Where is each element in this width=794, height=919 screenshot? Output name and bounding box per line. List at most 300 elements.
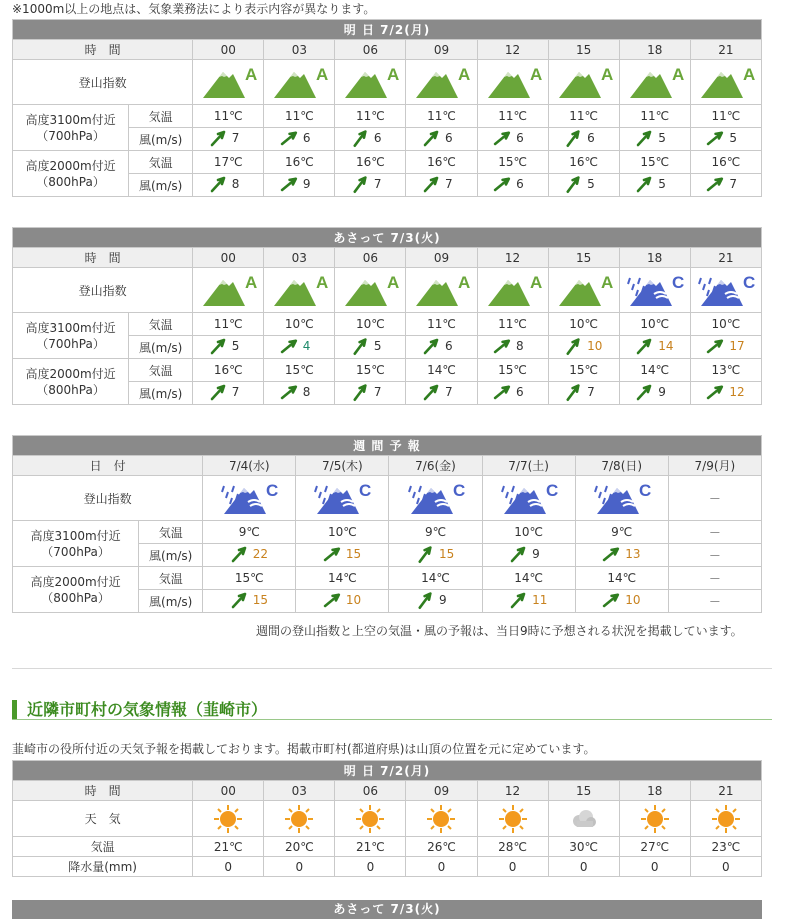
weather-row	[13, 801, 762, 837]
temp-label: 気温	[129, 151, 193, 174]
climbing-index-c-icon	[222, 480, 279, 516]
temp-label: 気温	[129, 359, 193, 382]
time-cell: 06	[335, 248, 406, 268]
climbing-index-a-icon	[201, 64, 258, 100]
time-label: 時 間	[13, 781, 193, 801]
time-cell: 18	[619, 40, 690, 60]
svg-text:C: C	[638, 481, 651, 500]
wind-cell	[477, 382, 548, 405]
climbing-index-c-icon	[628, 272, 682, 308]
wind-speed-value: 9	[532, 546, 540, 561]
table-header: 明 日 7/2(月)	[13, 761, 762, 781]
svg-text:A: A	[316, 65, 329, 84]
wind-speed-value: 6	[516, 176, 524, 191]
wind-cell	[193, 382, 264, 405]
time-cell: 21	[690, 781, 761, 801]
wind-speed-value: 7	[231, 130, 240, 145]
climbing-index-cell	[477, 268, 548, 313]
temp-cell: 10℃	[335, 313, 406, 336]
wind-cell	[482, 544, 575, 567]
wind-speed-value: 17	[729, 338, 745, 353]
temp-cell: 14℃	[296, 567, 389, 590]
table-header: あさって 7/3(火)	[13, 228, 762, 248]
climbing-index-a-icon	[201, 272, 258, 308]
wind-speed-value: 5	[231, 338, 240, 353]
svg-text:C: C	[266, 481, 279, 500]
wind-cell	[619, 128, 690, 151]
wind-direction-icon	[635, 129, 655, 147]
temp-cell: 21℃	[335, 837, 406, 857]
climbing-index-c-icon	[595, 480, 649, 516]
weather-cell	[619, 801, 690, 837]
time-cell: 15	[548, 248, 619, 268]
temp-label: 気温	[139, 567, 203, 590]
wind-direction-icon	[209, 337, 229, 355]
time-cell: 21	[690, 40, 761, 60]
temp-cell: 9℃	[389, 521, 482, 544]
weather-cell	[193, 801, 264, 837]
wind-direction-icon	[416, 591, 436, 609]
climbing-index-cell	[335, 60, 406, 105]
time-row	[13, 40, 762, 60]
svg-text:C: C	[671, 273, 684, 292]
climbing-index-c-icon	[409, 480, 463, 516]
wind-cell	[389, 544, 482, 567]
altitude-2000-label: 高度2000m付近 （800hPa）	[13, 151, 129, 197]
wind-direction-icon	[564, 129, 584, 147]
climbing-index-cell	[335, 268, 406, 313]
time-cell: 7/5(木)	[296, 456, 389, 476]
time-label: 時 間	[13, 40, 193, 60]
wind-label: 風(m/s)	[139, 544, 203, 567]
temp-cell: 10℃	[619, 313, 690, 336]
climbing-index-c-icon	[315, 480, 372, 516]
temp-cell: 21℃	[193, 837, 264, 857]
svg-text:A: A	[458, 273, 471, 292]
temp-cell: 16℃	[406, 151, 477, 174]
temp-cell: 17℃	[193, 151, 264, 174]
climbing-index-a-icon	[343, 64, 400, 100]
wind-cell	[619, 382, 690, 405]
wind-direction-icon	[564, 383, 584, 401]
temp-cell: 15℃	[203, 567, 296, 590]
precip-cell: 0	[477, 857, 548, 877]
climbing-index-cell	[389, 476, 482, 521]
wind-direction-icon	[509, 591, 529, 609]
temp-cell: 14℃	[389, 567, 482, 590]
temp-cell: 10℃	[482, 521, 575, 544]
time-cell: 18	[619, 248, 690, 268]
wind-cell	[335, 336, 406, 359]
date-label: 日 付	[13, 456, 203, 476]
wind-cell	[193, 128, 264, 151]
precip-row	[13, 857, 762, 877]
wind-speed-value: 15	[439, 546, 455, 561]
wind-cell	[548, 336, 619, 359]
section-title: 近隣市町村の気象情報（韮崎市）	[12, 700, 267, 720]
wind-label: 風(m/s)	[129, 128, 193, 151]
weather-label: 天 気	[13, 801, 193, 837]
climbing-index-a-icon	[557, 64, 611, 100]
section-description: 韮崎市の役所付近の天気予報を掲載しております。掲載市町村(都道府県)は山頂の位置を元に定めています。	[12, 742, 596, 756]
climbing-index-cell	[477, 60, 548, 105]
date-row	[13, 456, 762, 476]
altitude-2000-label: 高度2000m付近 （800hPa）	[13, 359, 129, 405]
wind-direction-icon	[323, 591, 343, 609]
sunny-icon	[711, 804, 741, 834]
wind-direction-icon	[422, 129, 442, 147]
svg-text:A: A	[600, 273, 613, 292]
time-cell: 7/9(月)	[668, 456, 761, 476]
wind-cell	[389, 590, 482, 613]
climbing-index-cell	[482, 476, 575, 521]
wind-cell: －	[668, 590, 761, 613]
wind-cell	[575, 590, 668, 613]
wind-cell	[548, 128, 619, 151]
wind-direction-icon	[230, 545, 250, 563]
dayafter-forecast-table	[12, 227, 762, 405]
wind-direction-icon	[209, 383, 229, 401]
time-cell: 12	[477, 248, 548, 268]
wind-speed-value: 6	[516, 130, 524, 145]
time-cell: 21	[690, 248, 761, 268]
climbing-index-label: 登山指数	[13, 268, 193, 313]
wind-speed-value: 11	[532, 592, 548, 607]
climbing-index-cell	[406, 60, 477, 105]
wind-label: 風(m/s)	[139, 590, 203, 613]
wind-speed-value: 5	[373, 338, 382, 353]
wind-cell	[264, 174, 335, 197]
precip-cell: 0	[619, 857, 690, 877]
time-cell: 00	[193, 40, 264, 60]
wind-label: 風(m/s)	[129, 174, 193, 197]
svg-text:A: A	[458, 65, 471, 84]
wind-direction-icon	[493, 129, 513, 147]
temp-cell: 14℃	[619, 359, 690, 382]
wind-cell	[406, 128, 477, 151]
time-cell: 18	[619, 781, 690, 801]
table-header: 明 日 7/2(月)	[13, 20, 762, 40]
time-cell: 7/6(金)	[389, 456, 482, 476]
weather-cell	[406, 801, 477, 837]
altitude-2000-label: 高度2000m付近 （800hPa）	[13, 567, 139, 613]
weather-cell	[690, 801, 761, 837]
altitude-3100-label: 高度3100m付近 （700hPa）	[13, 521, 139, 567]
temp-cell: －	[668, 521, 761, 544]
climbing-index-c-icon	[699, 272, 756, 308]
wind-direction-icon	[422, 337, 442, 355]
wind-cell	[296, 544, 389, 567]
temp-label: 気温	[13, 837, 193, 857]
svg-text:A: A	[245, 273, 258, 292]
wind-speed-value: 9	[658, 384, 666, 399]
wind-cell	[690, 174, 761, 197]
time-row	[13, 781, 762, 801]
temp-label: 気温	[129, 105, 193, 128]
wind-speed-value: 5	[658, 176, 666, 191]
wind-direction-icon	[351, 129, 371, 147]
wind-label: 風(m/s)	[129, 382, 193, 405]
sunny-icon	[498, 804, 528, 834]
wind-direction-icon	[416, 545, 436, 563]
climbing-index-cell	[690, 60, 761, 105]
altitude-3100-label: 高度3100m付近 （700hPa）	[13, 105, 129, 151]
wind-cell	[690, 128, 761, 151]
temp-cell: 11℃	[477, 105, 548, 128]
wind-speed-value: 22	[252, 546, 269, 561]
sunny-icon	[426, 804, 456, 834]
wind-cell	[406, 174, 477, 197]
wind-direction-icon	[351, 383, 371, 401]
wind-speed-value: 7	[231, 384, 240, 399]
wind-speed-value: 13	[625, 546, 641, 561]
sunny-icon	[284, 804, 314, 834]
temp-cell: 11℃	[548, 105, 619, 128]
wind-direction-icon	[280, 175, 300, 193]
climbing-index-cell	[203, 476, 296, 521]
temp-cell: 20℃	[264, 837, 335, 857]
wind-cell	[406, 382, 477, 405]
svg-text:C: C	[742, 273, 756, 292]
climbing-index-cell	[264, 268, 335, 313]
svg-text:A: A	[671, 65, 684, 84]
time-cell: 15	[548, 40, 619, 60]
precip-cell: 0	[406, 857, 477, 877]
precip-cell: 0	[264, 857, 335, 877]
wind-speed-value: 5	[658, 130, 666, 145]
temp-cell: 14℃	[575, 567, 668, 590]
temp-label: 気温	[129, 313, 193, 336]
climbing-index-a-icon	[486, 64, 540, 100]
climbing-index-row	[13, 60, 762, 105]
wind-cell	[296, 590, 389, 613]
temp-cell: 15℃	[548, 359, 619, 382]
temp-3100-row	[13, 105, 762, 128]
temp-label: 気温	[139, 521, 203, 544]
climbing-index-a-icon	[343, 272, 400, 308]
time-cell: 09	[406, 248, 477, 268]
wind-speed-value: 7	[373, 176, 382, 191]
time-cell: 7/7(土)	[482, 456, 575, 476]
wind-speed-value: 10	[345, 592, 362, 607]
temp-cell: 16℃	[264, 151, 335, 174]
temp-cell: 10℃	[690, 313, 761, 336]
wind-direction-icon	[230, 591, 250, 609]
wind-direction-icon	[493, 383, 513, 401]
wind-speed-value: 8	[231, 176, 240, 191]
precip-cell: 0	[193, 857, 264, 877]
climbing-index-a-icon	[486, 272, 540, 308]
precip-cell: 0	[335, 857, 406, 877]
time-cell: 00	[193, 248, 264, 268]
wind-speed-value: 9	[439, 592, 447, 607]
temp-cell: 9℃	[203, 521, 296, 544]
wind-speed-value: 7	[373, 384, 382, 399]
wind-cell	[690, 382, 761, 405]
svg-text:A: A	[742, 65, 756, 84]
temp-3100-row	[13, 313, 762, 336]
altitude-3100-label: 高度3100m付近 （700hPa）	[13, 313, 129, 359]
temp-cell: 11℃	[193, 105, 264, 128]
temp-cell: 10℃	[264, 313, 335, 336]
climbing-index-c-icon	[502, 480, 556, 516]
climbing-index-cell	[193, 268, 264, 313]
wind-cell	[548, 382, 619, 405]
time-cell: 7/4(水)	[203, 456, 296, 476]
time-cell: 00	[193, 781, 264, 801]
wind-cell	[335, 174, 406, 197]
temp-cell: 11℃	[619, 105, 690, 128]
wind-cell	[477, 128, 548, 151]
climbing-index-cell	[264, 60, 335, 105]
wind-direction-icon	[209, 129, 229, 147]
wind-direction-icon	[706, 129, 726, 147]
wind-cell	[193, 336, 264, 359]
temp-cell: 11℃	[335, 105, 406, 128]
wind-speed-value: 15	[345, 546, 362, 561]
climbing-index-cell	[548, 268, 619, 313]
time-cell: 7/8(日)	[575, 456, 668, 476]
climbing-index-cell	[548, 60, 619, 105]
wind-cell	[477, 336, 548, 359]
climbing-index-cell	[619, 268, 690, 313]
temp-cell: 15℃	[335, 359, 406, 382]
temp-cell: 16℃	[690, 151, 761, 174]
temp-cell: 11℃	[264, 105, 335, 128]
weather-cell	[477, 801, 548, 837]
time-cell: 09	[406, 40, 477, 60]
temp-cell: 26℃	[406, 837, 477, 857]
climbing-index-cell	[193, 60, 264, 105]
wind-direction-icon	[280, 383, 300, 401]
wind-speed-value: 10	[625, 592, 641, 607]
weather-cell	[335, 801, 406, 837]
temp-cell: 30℃	[548, 837, 619, 857]
temp-cell: 11℃	[690, 105, 761, 128]
wind-cell	[575, 544, 668, 567]
wind-direction-icon	[564, 175, 584, 193]
wind-speed-value: 5	[587, 176, 595, 191]
city-temp-row	[13, 837, 762, 857]
wind-direction-icon	[564, 337, 584, 355]
wind-direction-icon	[635, 175, 655, 193]
svg-text:A: A	[529, 273, 542, 292]
wind-speed-value: 6	[444, 338, 453, 353]
wind-speed-value: 10	[587, 338, 603, 353]
temp-cell: 15℃	[477, 359, 548, 382]
next-table-header: あさって 7/3(火)	[12, 900, 762, 919]
svg-text:A: A	[387, 273, 400, 292]
wind-direction-icon	[493, 337, 513, 355]
wind-speed-value: 7	[729, 176, 738, 191]
wind-direction-icon	[351, 337, 371, 355]
wind-speed-value: 7	[587, 384, 595, 399]
svg-text:A: A	[245, 65, 258, 84]
temp-cell: 11℃	[477, 313, 548, 336]
temp-cell: 27℃	[619, 837, 690, 857]
climbing-index-a-icon	[557, 272, 611, 308]
climbing-index-label: 登山指数	[13, 60, 193, 105]
time-cell: 06	[335, 781, 406, 801]
weather-cell	[548, 801, 619, 837]
wind-cell	[477, 174, 548, 197]
time-cell: 12	[477, 781, 548, 801]
temp-cell: 13℃	[690, 359, 761, 382]
elevation-note: ※1000m以上の地点は、気象業務法により表示内容が異なります。	[12, 2, 376, 16]
wind-cell	[264, 128, 335, 151]
wind-cell	[335, 128, 406, 151]
wind-direction-icon	[280, 337, 300, 355]
time-cell: 15	[548, 781, 619, 801]
temp-cell: 15℃	[264, 359, 335, 382]
svg-text:A: A	[316, 273, 329, 292]
climbing-index-a-icon	[272, 64, 329, 100]
sunny-icon	[355, 804, 385, 834]
wind-speed-value: 8	[302, 384, 311, 399]
temp-cell: 10℃	[296, 521, 389, 544]
wind-cell	[619, 336, 690, 359]
divider	[12, 668, 772, 669]
temp-cell: 16℃	[335, 151, 406, 174]
temp-cell: 9℃	[575, 521, 668, 544]
wind-cell	[548, 174, 619, 197]
precip-cell: 0	[548, 857, 619, 877]
climbing-index-a-icon	[414, 272, 471, 308]
sunny-icon	[640, 804, 670, 834]
wind-direction-icon	[602, 545, 622, 563]
time-cell: 09	[406, 781, 477, 801]
temp-cell: 10℃	[548, 313, 619, 336]
climbing-index-row	[13, 476, 762, 521]
wind-direction-icon	[635, 383, 655, 401]
wind-speed-value: 6	[444, 130, 453, 145]
temp-cell: 16℃	[548, 151, 619, 174]
wind-direction-icon	[351, 175, 371, 193]
wind-speed-value: 7	[444, 176, 453, 191]
wind-direction-icon	[509, 545, 529, 563]
wind-cell	[335, 382, 406, 405]
svg-text:C: C	[359, 481, 372, 500]
wind-cell	[264, 336, 335, 359]
time-row	[13, 248, 762, 268]
svg-text:A: A	[387, 65, 400, 84]
wind-cell	[203, 544, 296, 567]
temp-3100-row	[13, 521, 762, 544]
climbing-index-a-icon	[414, 64, 471, 100]
temp-2000-row	[13, 151, 762, 174]
climbing-index-cell	[406, 268, 477, 313]
wind-direction-icon	[422, 383, 442, 401]
wind-speed-value: 9	[302, 176, 311, 191]
precip-label: 降水量(mm)	[13, 857, 193, 877]
wind-direction-icon	[422, 175, 442, 193]
wind-speed-value: 6	[516, 384, 524, 399]
temp-cell: 11℃	[193, 313, 264, 336]
wind-direction-icon	[602, 591, 622, 609]
climbing-index-a-icon	[699, 64, 756, 100]
wind-label: 風(m/s)	[129, 336, 193, 359]
climbing-index-a-icon	[628, 64, 682, 100]
time-cell: 03	[264, 781, 335, 801]
wind-cell	[203, 590, 296, 613]
wind-speed-value: 15	[252, 592, 269, 607]
wind-cell	[482, 590, 575, 613]
wind-cell	[690, 336, 761, 359]
temp-cell: 16℃	[193, 359, 264, 382]
svg-text:A: A	[600, 65, 613, 84]
svg-text:C: C	[545, 481, 558, 500]
temp-cell: －	[668, 567, 761, 590]
